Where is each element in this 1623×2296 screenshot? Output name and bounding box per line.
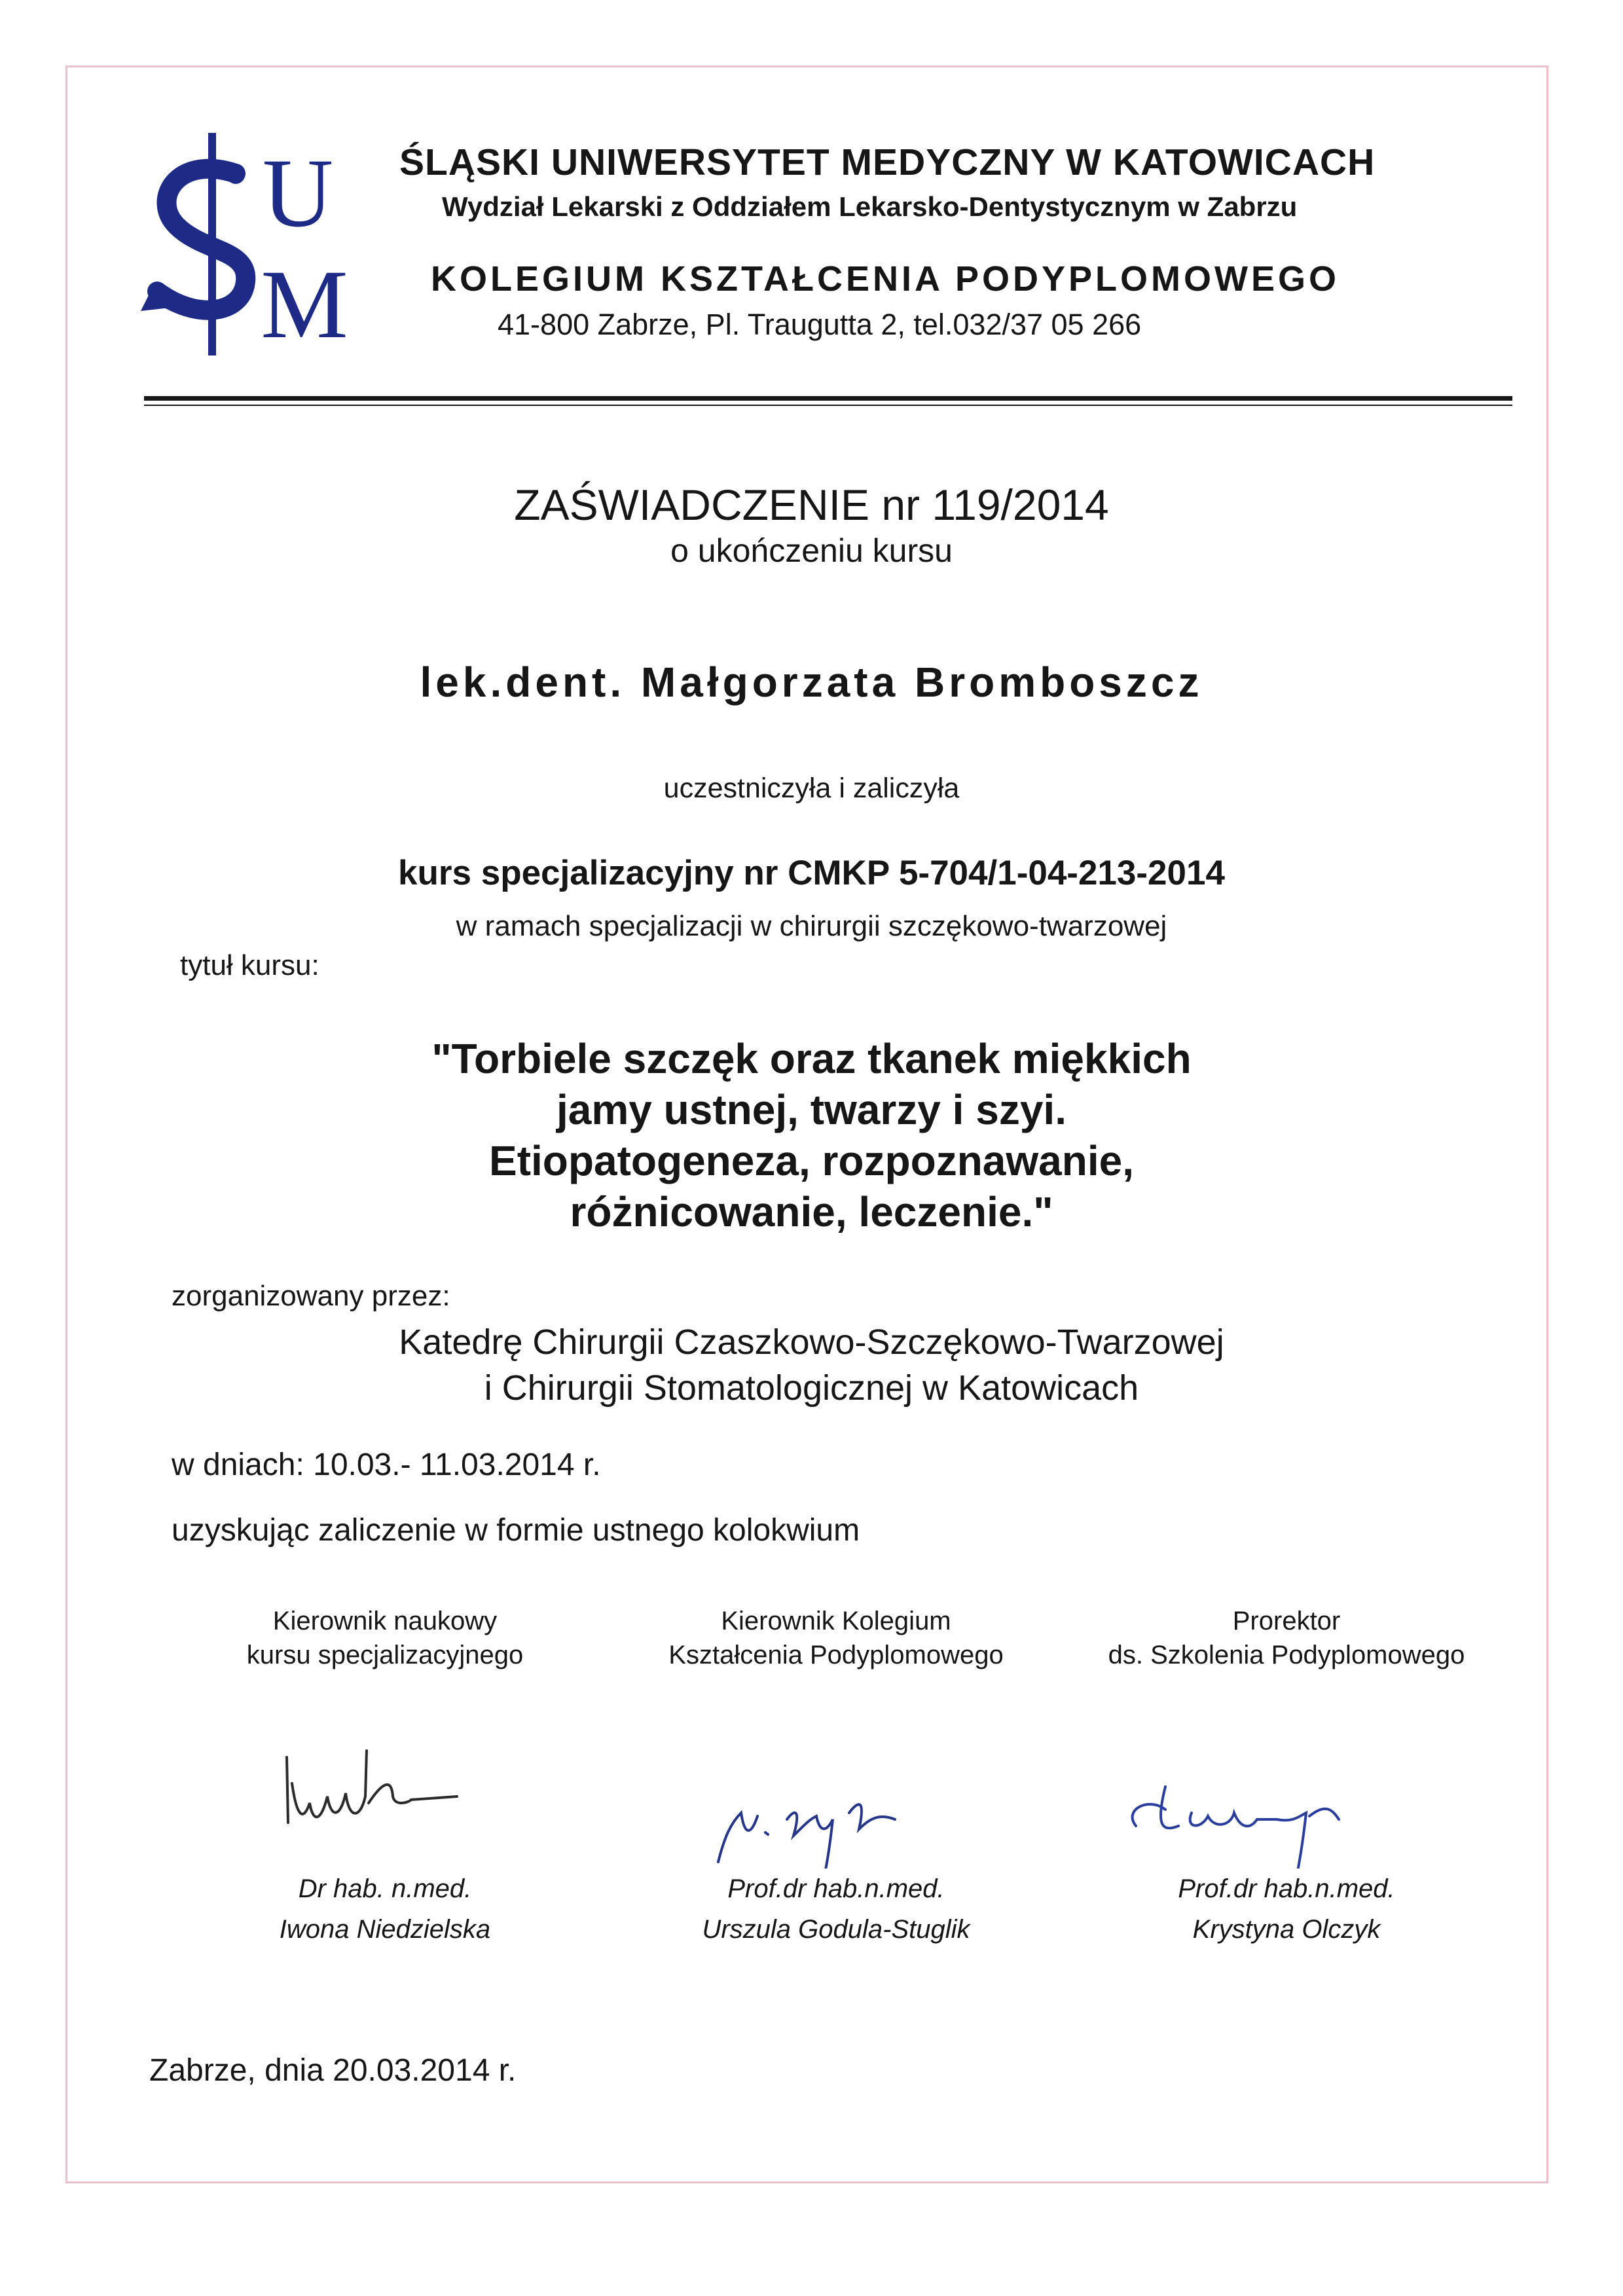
signatory-role: [149, 1604, 621, 1672]
signatory-title: Prof.dr hab.n.med.: [1178, 1874, 1395, 1903]
course-number: kurs specjalizacyjny nr CMKP 5-704/1-04-213-2014: [398, 854, 1225, 892]
course-title-line: Etiopatogeneza, rozpoznawanie,: [489, 1137, 1134, 1184]
signatory-2: [600, 1604, 1072, 1950]
signatory-3: [1051, 1604, 1522, 1950]
university-name: ŚLĄSKI UNIWERSYTET MEDYCZNY W KATOWICACH: [399, 141, 1376, 183]
signatory-role-line: Kierownik naukowy: [272, 1607, 498, 1635]
signatory-name: Iwona Niedzielska: [279, 1915, 491, 1944]
signatory-name: Urszula Godula-Stuglik: [702, 1915, 970, 1944]
certificate-title: ZAŚWIADCZENIE nr 119/2014: [514, 481, 1109, 529]
logo-letter-m: M: [261, 250, 348, 359]
sum-logo: [137, 128, 386, 367]
signatory-title: Prof.dr hab.n.med.: [727, 1874, 945, 1903]
signatory-role-line: kursu specjalizacyjnego: [246, 1641, 524, 1669]
participation-statement: uczestniczyła i zaliczyła: [663, 773, 960, 804]
header-divider-thin: [144, 405, 1512, 406]
logo-letter-u: U: [262, 139, 334, 247]
signatory-role: [600, 1604, 1072, 1672]
recipient-name: lek.dent. Małgorzata Bromboszcz: [420, 659, 1203, 706]
college-address: 41-800 Zabrze, Pl. Traugutta 2, tel.032/37 05 266: [498, 308, 1142, 341]
signature-2: [600, 1672, 1072, 1868]
signatory-name: Krystyna Olczyk: [1192, 1915, 1381, 1944]
signature-3: [1051, 1672, 1522, 1868]
signatory-role-line: Kierownik Kolegium: [721, 1607, 951, 1635]
signatory-1: [149, 1604, 621, 1950]
organizer: [0, 1319, 1623, 1411]
course-title-label: tytuł kursu:: [180, 949, 319, 981]
course-title-line: "Torbiele szczęk oraz tkanek miękkich: [431, 1035, 1192, 1082]
completion-method: uzyskując zaliczenie w formie ustnego kolokwium: [172, 1513, 860, 1548]
sum-caduceus-logo-icon: [137, 128, 386, 367]
certificate-subtitle: o ukończeniu kursu: [670, 532, 953, 569]
course-title-line: różnicowanie, leczenie.": [570, 1188, 1053, 1235]
place-and-date: Zabrze, dnia 20.03.2014 r.: [149, 2053, 517, 2088]
faculty-name: Wydział Lekarski z Oddziałem Lekarsko-Dentystycznym w Zabrzu: [442, 191, 1298, 222]
organized-by-label: zorganizowany przez:: [172, 1280, 450, 1312]
signatory-role: [1051, 1604, 1522, 1672]
signature-1: [149, 1672, 621, 1868]
signatory-role-line: ds. Szkolenia Podyplomowego: [1108, 1641, 1465, 1669]
signatory-role-line: Kształcenia Podyplomowego: [668, 1641, 1004, 1669]
course-context: w ramach specjalizacji w chirurgii szczękowo-twarzowej: [456, 910, 1167, 942]
organizer-line: i Chirurgii Stomatologicznej w Katowicach: [484, 1368, 1139, 1408]
signatory-role-line: Prorektor: [1232, 1607, 1341, 1635]
course-title-line: jamy ustnej, twarzy i szyi.: [556, 1086, 1067, 1133]
course-dates: w dniach: 10.03.- 11.03.2014 r.: [172, 1448, 601, 1482]
organizer-line: Katedrę Chirurgii Czaszkowo-Szczękowo-Twarzowej: [399, 1322, 1224, 1362]
header-divider-thick: [144, 396, 1512, 401]
signatory-title: Dr hab. n.med.: [298, 1874, 472, 1903]
course-title: [0, 1033, 1623, 1237]
college-name: KOLEGIUM KSZTAŁCENIA PODYPLOMOWEGO: [431, 259, 1340, 299]
